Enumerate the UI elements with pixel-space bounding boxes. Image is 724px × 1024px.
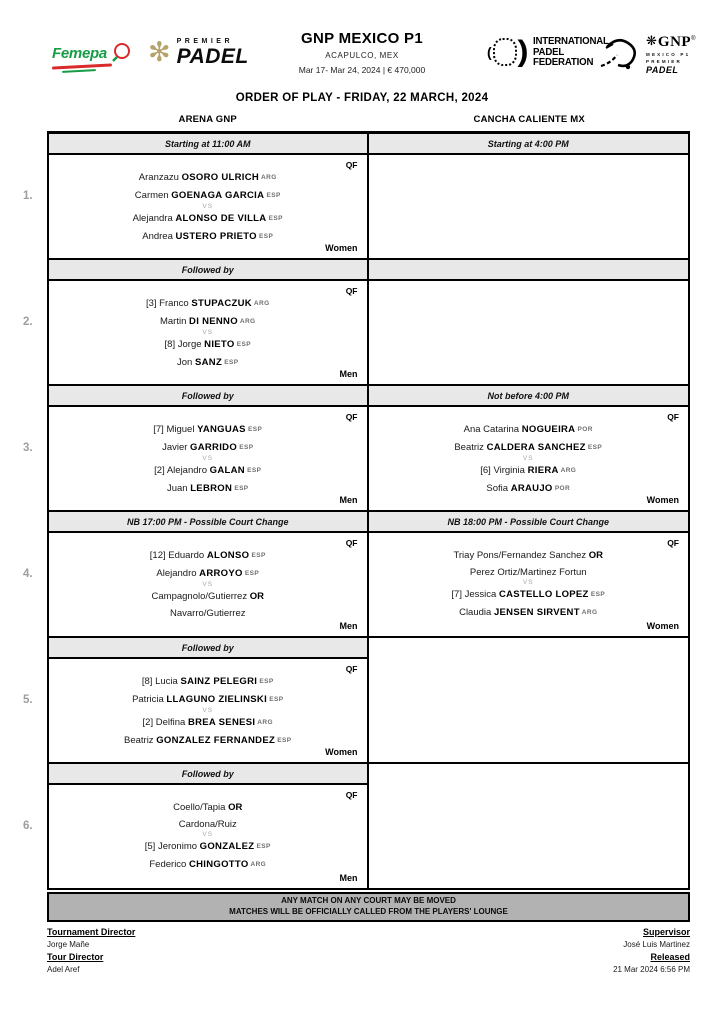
femepa-logo [52,42,132,72]
player-line [142,677,274,688]
category-label: Men [339,621,358,631]
first-name: Ana Catarina [463,423,522,435]
vs-label: VS [202,581,214,589]
player-line [149,860,266,871]
last-name: NIETO [204,338,235,350]
first-name: Beatriz [123,735,157,747]
time-band: Starting at 4:00 PM [369,134,689,155]
vs-label: VS [202,707,214,715]
first-name: Federico [149,859,189,871]
first-name: Franco [159,297,192,309]
nationality: POR [552,485,571,493]
or-label: OR [247,590,264,602]
last-name: CALDERA SANCHEZ [486,441,586,453]
gnp-mexico-label: MEXICO P1 [646,52,691,57]
player-line [464,425,593,436]
player-line [135,191,281,202]
last-name: SAINZ PELEGRI [180,675,258,687]
player-line [124,736,292,747]
players-list [49,155,367,247]
order-of-play-title: ORDER OF PLAY - FRIDAY, 22 MARCH, 2024 [235,92,489,104]
first-name: Martin [159,315,190,327]
last-name: LEBRON [190,483,233,495]
court-cell-left [49,260,369,384]
players-list [49,785,367,875]
nationality: ARG [558,466,577,474]
last-name: ALONSO [206,549,250,561]
empty-match-cell [369,764,689,888]
first-name: Aranzazu [138,171,182,183]
first-name: Patricia [132,693,167,705]
match-cell [49,281,367,384]
ipf-line-2: PADEL [532,45,564,58]
femepa-swoosh-decoration [52,63,112,69]
court-cell-right [369,638,689,762]
ipf-racket-icon: ( ) [487,34,529,68]
last-name: CHINGOTTO [188,859,249,871]
last-name: OSORO ULRICH [181,171,260,183]
match-cell [369,533,689,636]
nationality: ESP [588,590,606,598]
player-line [145,842,271,853]
supervisor-label: Supervisor [642,927,690,937]
court-cell-left [49,386,369,510]
first-name: Andrea [142,231,176,243]
last-name: ARAUJO [510,483,553,495]
team-name: Triay Pons/Fernandez Sanchez [453,549,587,561]
player-line [132,695,283,706]
player-line [179,820,237,830]
event-dates-prize: Mar 17- Mar 24, 2024 | € 470,000 [298,65,426,75]
player-line [459,608,597,619]
match-cell [369,407,689,510]
header [0,28,724,90]
vs-label: VS [522,579,534,587]
gnp-premier-padel-logo [598,34,696,76]
empty-match-cell [369,638,689,762]
row-number: 1. [23,190,33,202]
category-label: Men [339,873,358,883]
time-band: Followed by [49,386,367,407]
tour-director-label: Tour Director [47,952,104,962]
nationality: ARG [251,299,270,307]
last-name: LLAGUNO ZIELINSKI [166,693,268,705]
schedule-row [23,762,688,888]
tournament-director-name: Jorge Mañe [47,940,90,949]
row-number: 5. [23,694,33,706]
nationality: ARG [259,173,277,181]
first-name: Miguel [166,423,198,435]
first-name: Jorge [177,338,205,350]
nationality: ESP [264,191,281,199]
player-line [480,466,576,477]
round-label: QF [345,286,358,296]
first-name: Jessica [464,588,499,600]
last-name: GONZALEZ [199,840,255,852]
time-band: Followed by [49,764,367,785]
nationality: ESP [237,443,254,451]
supervisor-name: José Luis Martinez [623,940,690,949]
time-band: NB 18:00 PM - Possible Court Change [369,512,689,533]
nationality: ESP [256,233,274,241]
last-name: GARRIDO [190,441,238,453]
nationality: ESP [585,443,603,451]
seed-number: [8] [164,338,178,350]
nationality: ESP [244,466,262,474]
schedule-row [23,134,688,258]
vs-label: VS [202,455,214,463]
player-line [451,590,605,601]
player-line [167,484,249,495]
empty-match-cell [369,155,689,258]
last-name: SANZ [194,357,223,369]
round-label: QF [345,790,358,800]
notice-banner [47,892,690,922]
player-line [154,466,261,477]
category-label: Women [325,747,358,757]
player-line [453,551,603,561]
row-number: 2. [23,316,33,328]
time-band: Not before 4:00 PM [369,386,689,407]
first-name: Alejandro [156,567,200,579]
empty-match-cell [369,281,689,384]
time-band [369,260,689,281]
nationality: ARG [248,861,267,869]
nationality: ARG [255,718,273,726]
nationality: ESP [267,695,284,703]
match-cell [49,659,367,762]
footer-right [613,924,690,974]
tour-director-name: Adel Aref [47,965,80,974]
match-cell [49,533,367,636]
category-label: Men [339,369,358,379]
premier-padel-logo [148,38,249,67]
nationality: ESP [232,485,249,493]
court-cell-right [369,386,689,510]
first-name: Juan [166,483,191,495]
first-name: Sofia [486,483,511,495]
or-label: OR [586,549,604,561]
player-line [150,551,266,562]
round-label: QF [667,538,679,548]
tournament-director-label: Tournament Director [47,927,136,937]
player-line [454,443,602,454]
match-cell [49,155,367,258]
time-band: Followed by [49,638,367,659]
ipf-line-3: FEDERATION [532,56,593,68]
schedule-row [23,510,688,636]
gnp-bird-icon [598,34,642,76]
player-line [156,569,259,580]
nationality: ESP [234,340,251,348]
player-line [162,443,253,454]
first-name: Beatriz [454,441,487,453]
court-cell-left [49,638,369,762]
schedule-row [23,636,688,762]
players-list [49,533,367,623]
nationality: ESP [254,842,271,850]
team-name: Campagnolo/Gutierrez [151,590,248,602]
time-band: NB 17:00 PM - Possible Court Change [49,512,367,533]
player-line [139,173,277,184]
first-name: Claudia [459,607,494,619]
gnp-flake-icon: ❋ [646,34,657,49]
round-label: QF [667,412,679,422]
players-list [369,407,689,499]
footer [47,924,690,974]
first-name: Javier [162,441,191,453]
player-line [153,425,262,436]
players-list [369,533,689,623]
last-name: GONZALEZ FERNANDEZ [156,735,276,747]
nationality: ESP [222,359,239,367]
player-line [146,299,270,310]
last-name: JENSEN SIRVENT [493,607,580,619]
last-name: GOENAGA GARCIA [171,189,265,201]
player-line [170,609,246,619]
schedule-row [23,384,688,510]
femepa-swoosh2-decoration [62,69,96,73]
first-name: Alejandra [132,212,176,224]
vs-label: VS [202,329,214,337]
first-name: Delfina [155,716,188,728]
gnp-padel-label: PADEL [646,65,679,75]
premier-padel-flower-icon: ✻ [148,37,171,68]
team-name: Coello/Tapia [173,801,226,813]
schedule-row [23,258,688,384]
court-cell-left [49,134,369,258]
player-line [152,592,264,602]
notice-line-2: MATCHES WILL BE OFFICIALLY CALLED FROM THE PLAYERS' LOUNGE [229,906,508,916]
last-name: STUPACZUK [191,297,252,309]
first-name: Lucia [155,675,181,687]
last-name: BREA SENESI [187,716,256,728]
last-name: CASTELLO LOPEZ [498,588,589,600]
seed-number: [2] [142,716,156,728]
vs-label: VS [202,831,214,839]
ipf-logo [487,36,615,68]
player-line [470,568,587,578]
seed-number: [3] [145,297,160,309]
player-line [142,232,273,243]
court-cell-left [49,512,369,636]
seed-number: [6] [480,464,494,476]
player-line [143,718,273,729]
footer-left [47,924,135,974]
court-cell-right [369,512,689,636]
time-band: Followed by [49,260,367,281]
court-titles [47,114,690,125]
vs-label: VS [522,455,534,463]
event-title-block [257,30,467,75]
court-cell-right [369,260,689,384]
registered-mark: ® [691,36,696,42]
premier-label: PREMIER [176,38,234,45]
nationality: ARG [237,317,256,325]
players-list [49,407,367,499]
court-cell-right [369,764,689,888]
player-line [133,214,283,225]
released-label: Released [650,952,690,962]
round-label: QF [345,412,358,422]
first-name: Carmen [134,189,172,201]
row-number: 3. [23,442,33,454]
last-name: DI NENNO [189,315,238,327]
vs-label: VS [202,203,214,211]
ipf-line-1: INTERNATIONAL [532,35,609,47]
category-label: Women [646,621,679,631]
last-name: YANGUAS [197,423,246,435]
players-list [49,659,367,751]
row-number: 6. [23,820,33,832]
category-label: Women [646,495,679,505]
released-datetime: 21 Mar 2024 6:56 PM [613,965,690,974]
event-title: GNP MEXICO P1 [301,30,423,47]
player-line [177,358,238,369]
player-line [173,803,242,813]
schedule-grid [23,131,690,890]
team-name: Perez Ortiz/Martinez Fortun [469,566,587,578]
court-title-cancha-caliente: CANCHA CALIENTE MX [473,114,585,125]
seed-number: [8] [141,675,156,687]
last-name: USTERO PRIETO [175,231,257,243]
nationality: ESP [245,425,263,433]
first-name: Jeronimo [157,840,200,852]
last-name: GALAN [209,464,245,476]
court-cell-right [369,134,689,258]
round-label: QF [345,538,358,548]
court-title-arena-gnp: ARENA GNP [178,114,237,125]
first-name: Jon [177,357,195,369]
nationality: ARG [579,609,598,617]
players-list [49,281,367,373]
femepa-wordmark: Femepa [52,44,107,62]
first-name: Alejandro [166,464,210,476]
round-label: QF [345,160,358,170]
row-number: 4. [23,568,33,580]
team-name: Navarro/Gutierrez [170,608,246,620]
seed-number: [2] [154,464,167,476]
nationality: ESP [249,551,266,559]
padel-wordmark: PADEL [176,45,249,68]
nationality: ESP [257,677,274,685]
category-label: Men [339,495,358,505]
seed-number: [7] [451,588,465,600]
gnp-premier-label: PREMIER [646,59,682,64]
last-name: ARROYO [199,567,243,579]
or-label: OR [225,801,243,813]
seed-number: [12] [149,549,169,561]
category-label: Women [325,243,358,253]
seed-number: [7] [153,423,167,435]
first-name: Virginia [493,464,528,476]
last-name: RIERA [527,464,559,476]
time-band: Starting at 11:00 AM [49,134,367,155]
nationality: POR [575,425,593,433]
match-cell [49,785,367,888]
player-line [486,484,570,495]
seed-number: [5] [144,840,158,852]
court-cell-left [49,764,369,888]
last-name: NOGUEIRA [521,423,576,435]
round-label: QF [345,664,358,674]
nationality: ESP [275,737,292,745]
first-name: Eduardo [168,549,207,561]
femepa-racket-icon [110,42,132,64]
nationality: ESP [242,569,260,577]
team-name: Cardona/Ruiz [178,818,237,830]
gnp-wordmark: GNP [657,34,692,50]
player-line [165,340,251,351]
nationality: ESP [266,214,283,222]
last-name: ALONSO DE VILLA [175,212,267,224]
match-cell [49,407,367,510]
notice-line-1: ANY MATCH ON ANY COURT MAY BE MOVED [281,896,456,905]
player-line [160,317,256,328]
event-location: ACAPULCO, MEX [325,51,399,60]
